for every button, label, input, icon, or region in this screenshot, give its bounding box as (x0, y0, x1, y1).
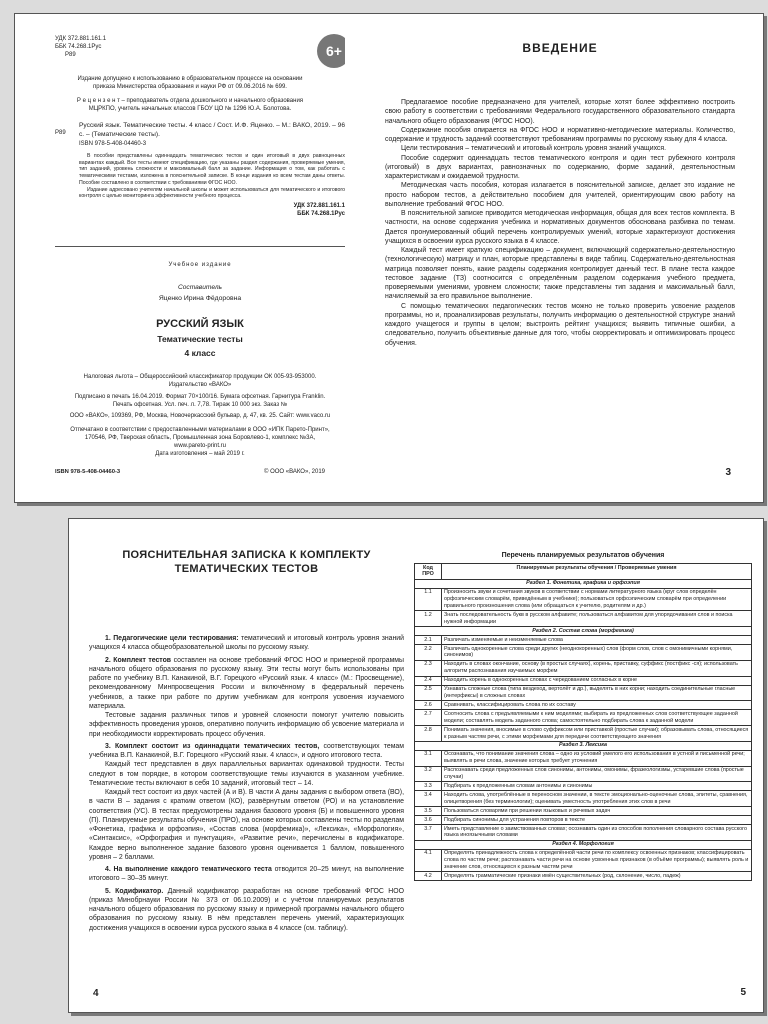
section-lead: 4. На выполнение каждого тематического теста (105, 866, 272, 873)
reviewer-note: Р е ц е н з е н т – преподаватель отдела дошкольного и начального образования МЦРКПО, учитель начальных классов ГБОУ ЦО № 1296 Ю.А. Болотова. (76, 98, 304, 112)
page-heading (89, 549, 404, 577)
column-header-code: Код ПРО (415, 564, 442, 580)
publisher-info: ООО «ВАКО», 109369, РФ, Москва, Новочеркасский бульвар, д. 47, кв. 25. Сайт: www.vaco.ru (69, 413, 331, 419)
result-code: 2.6 (415, 701, 442, 710)
isbn-line: ISBN 978-5-408-04460-3 (79, 141, 147, 148)
table-body (415, 579, 752, 881)
section-title: Раздел 3. Лексика (415, 741, 752, 750)
result-description: Соотносить слова с предъявляемыми к ним моделями; выбирать из предложенных слов соответствующее заданной модели; составлять модель заданного слова; самостоятельно подбирать слова к заданной модели (442, 710, 752, 726)
results-table-page (414, 519, 752, 1012)
author-mark: Р89 (65, 51, 76, 58)
result-code: 4.1 (415, 849, 442, 872)
table-row (415, 611, 752, 627)
section-paragraph (89, 656, 404, 712)
intro-text (385, 98, 735, 348)
result-code: 3.4 (415, 791, 442, 807)
result-description: Определять грамматические признаки имён существительных (род, склонение, число, падеж) (442, 872, 752, 881)
table-row (415, 645, 752, 661)
table-row (415, 726, 752, 742)
results-table (414, 563, 752, 881)
table-row (415, 791, 752, 807)
spread-pages-2-3 (14, 13, 764, 503)
table-row (415, 710, 752, 726)
result-code: 2.5 (415, 685, 442, 701)
table-row (415, 685, 752, 701)
section-paragraph (89, 634, 404, 653)
result-code: 3.6 (415, 816, 442, 825)
result-description: Произносить звуки и сочетания звуков в соответствии с нормами литературного языка (круг слов определён орфоэпическим словарём, приведённым в учебнике); пользоваться орфоэпическим словарём при определении правильного произношения слова (или обращаться к учителю, родителям и др.) (442, 588, 752, 611)
section-title: Раздел 4. Морфология (415, 840, 752, 849)
result-description: Осознавать, что понимание значения слова – одно из условий умелого его использования в устной и письменной речи; выявлять в речи слова, значение которых требует уточнения (442, 750, 752, 766)
author-mark-inline: Р89 (55, 130, 66, 136)
result-description: Знать последовательность букв в русском алфавите; пользоваться алфавитом для упорядочивания слов и поиска нужной информации (442, 611, 752, 627)
result-code: 3.5 (415, 807, 442, 816)
footer-isbn: ISBN 978-5-408-04460-3 (55, 469, 121, 475)
edition-type: Учебное издание (168, 262, 232, 268)
printer-info: Отпечатано в соответствии с предоставленными материалами в ООО «ИПК Парето-Принт», 170546, РФ, Тверская область, Промышленная зона Боровлево-1, комплекс №3А, www.pareto-print.ru (70, 427, 330, 449)
paragraph: Содержание пособия опирается на ФГОС НОО и нормативно-методические материалы. Количество, содержание и трудность заданий соответствуют требованиям программы по русскому языку для 4 класса. (385, 126, 735, 143)
imprint-page (55, 14, 345, 502)
section-text: составлен на основе требований ФГОС НОО и примерной программы начального общего образования по русскому языку. Эти тесты могут быть использованы при работе по учебнику В.П. Канакиной, В.Г. Горецкого «Русский язык. 4 класс» (М.: Просвещение), рекомендованному Минпросвещения России и включённому в федеральный перечень учебников, а также при работе по другим учебникам для контроля усвоения изучаемого материала. (89, 656, 404, 710)
footer-copyright: © ООО «ВАКО», 2019 (263, 469, 325, 475)
result-description: Понимать значения, вносимые в слово суффиксом или приставкой (простые случаи); образовывать слова, относящиеся к разным частям речи, с этими морфемами для передачи соответствующего значения (442, 726, 752, 742)
section-text: Тестовые задания различных типов и уровней сложности помогут учителю повысить эффективность проведения уроков, оперативно получить информацию об усвоение материала и при необходимости корректировать процесс обучения. (89, 712, 404, 738)
paragraph: С помощью тематических педагогических тестов можно не только проверить усвоение разделов программы, но и, проанализировав результаты, получить информацию о деятельностной структуре знаний каждого учащегося и группы в целом; выстроить рейтинг учащихся; выявить типичные ошибки, а следовательно, получить объективные данные для того, чтобы скорректировать и оптимизировать процесс обучения. (385, 302, 735, 347)
section-title: Раздел 2. Состав слова (морфемика) (415, 627, 752, 636)
spread-pages-4-5 (68, 518, 764, 1013)
result-code: 4.2 (415, 872, 442, 881)
result-description: Сравнивать, классифицировать слова по их составу (442, 701, 752, 710)
result-description: Пользоваться словарями при решении языковых и речевых задач (442, 807, 752, 816)
bbk-code: ББК 74.268.1Рус (55, 43, 102, 50)
result-code: 3.2 (415, 766, 442, 782)
table-row (415, 872, 752, 881)
result-code: 2.1 (415, 636, 442, 645)
table-row (415, 701, 752, 710)
section-row (415, 627, 752, 636)
section-text: Каждый тест представлен в двух параллельных вариантах одинаковой трудности. Тесты следуют в том порядке, в котором соответствующие темы изучаются в указанном учебнике. Тематические тесты включают в себя 10 заданий, итоговый тест – 14. (89, 761, 404, 787)
result-description: Узнавать сложные слова (типа вездеход, вертолёт и др.), выделять в них корни; находить соединительные гласные (интерфиксы) в сложных словах (442, 685, 752, 701)
column-header-description: Планируемые результаты обучения / Проверяемые умения (442, 564, 752, 580)
result-code: 3.3 (415, 782, 442, 791)
table-row (415, 766, 752, 782)
section-paragraph (89, 742, 404, 761)
approval-note: Издание допущено к использованию в образовательном процессе на основании приказа Министерства образования и науки РФ от 09.06.2016 № 699. (77, 76, 303, 90)
explanatory-note-page (89, 519, 404, 1012)
table-row (415, 636, 752, 645)
result-code: 3.1 (415, 750, 442, 766)
paragraph: Пособие содержит одиннадцать тестов тематического контроля и один тест рубежного контроля (итоговый) в двух вариантах, равнозначных по содержанию, форме заданий, деятельностным характеристикам и ожидаемой трудности. (385, 154, 735, 180)
note-text (89, 631, 404, 933)
page-number: 5 (740, 987, 746, 998)
result-code: 3.7 (415, 825, 442, 841)
page-number: 3 (725, 467, 731, 478)
book-title: РУССКИЙ ЯЗЫК (156, 318, 244, 330)
section-paragraph (89, 760, 404, 788)
introduction-page (385, 14, 735, 502)
result-description: Иметь представление о заимствованных словах; осознавать один из способов пополнения словарного состава русского языка иноязычными словами (442, 825, 752, 841)
result-description: Различать однокоренные слова среди других (неоднокоренных) слов (форм слов, слов с омонимичными корнями, синонимов) (442, 645, 752, 661)
paragraph: Методическая часть пособия, которая излагается в пояснительной записке, делает это издание не просто набором тестов, а действительно пособием для учителей, ориентирующим свою работу на выполнение требований ФГОС НОО. (385, 182, 735, 208)
print-info: Подписано в печать 16.04.2019. Формат 70×100/16. Бумага офсетная. Гарнитура Franklin. Печать офсетная. Усл. печ. л. 7,78. Тираж 10 000 экз. Заказ № (74, 394, 326, 408)
citation-text: Русский язык. Тематические тесты. 4 класс / Сост. И.Ф. Яценко. – М.: ВАКО, 2019. – 96 с. – (Тематические тесты). (79, 122, 345, 138)
table-row (415, 660, 752, 676)
bbk-short-line: ББК 74.268.1Рус (297, 210, 345, 217)
classification-codes (55, 36, 345, 59)
udk-short (55, 203, 345, 219)
divider (55, 246, 345, 247)
section-text: соответствующих темам учебника В.П. Канакиной, В.Г. Горецкого «Русский язык. 4 класс», и одного итогового теста. (89, 742, 404, 759)
table-row (415, 849, 752, 872)
section-text: Данный кодификатор разработан на основе требований ФГОС НОО (приказ Минобрнауки России № 373 от 06.10.2009) и с учётом планируемых результатов начального общего образования по русскому языку и примерной программы начального общего образования по русскому языку. В нём представлен перечень умений, характеризующих достижения учащихся в освоении курса русского языка в 4 классе (см. таблицу). (89, 887, 404, 932)
result-description: Подбирать к предложенным словам антонимы и синонимы (442, 782, 752, 791)
section-paragraph (89, 788, 404, 862)
table-row (415, 782, 752, 791)
result-code: 2.3 (415, 660, 442, 676)
page-heading: ВВЕДЕНИЕ (522, 41, 598, 55)
tax-note: Налоговая льгота – Общероссийский классификатор продукции ОК 005-93-953000. Издательство «ВАКО» (83, 374, 317, 388)
result-code: 2.8 (415, 726, 442, 742)
heading-line: ТЕМАТИЧЕСКИХ ТЕСТОВ (174, 562, 319, 575)
table-row (415, 676, 752, 685)
section-paragraph (89, 887, 404, 933)
table-title: Перечень планируемых результатов обучения (501, 552, 665, 559)
heading-line: ПОЯСНИТЕЛЬНАЯ ЗАПИСКА К КОМПЛЕКТУ (122, 549, 371, 561)
compiler-name: Яценко Ирина Фёдоровна (158, 295, 242, 302)
age-rating-badge: 6+ (317, 34, 345, 68)
table-row (415, 825, 752, 841)
section-paragraph (89, 865, 404, 884)
result-code: 1.1 (415, 588, 442, 611)
table-row (415, 588, 752, 611)
result-code: 2.4 (415, 676, 442, 685)
section-text: тематический и итоговый контроль уровня знаний учащихся 4 класса общеобразовательной школы по русскому языку. (89, 635, 404, 652)
book-grade: 4 класс (184, 348, 216, 358)
table-row (415, 750, 752, 766)
section-row (415, 741, 752, 750)
audience-note: Издание адресовано учителям начальной школы и может использоваться для тематического и итогового контроля с целью мониторинга эффективности учебного процесса. (79, 186, 345, 200)
section-row (415, 579, 752, 588)
section-lead: 1. Педагогические цели тестирования: (105, 635, 239, 642)
result-code: 1.2 (415, 611, 442, 627)
table-row (415, 816, 752, 825)
paragraph: Цели тестирования – тематический и итоговый контроль уровня знаний учащихся. (401, 145, 667, 153)
result-description: Находить корень в однокоренных словах с чередованием согласных в корне (442, 676, 752, 685)
paragraph: Предлагаемое пособие предназначено для учителей, которые хотят более эффективно построить свою работу в соответствии с требованиями Федерального государственного образовательного стандарта начального общего образования (ФГОС НОО). (385, 99, 735, 125)
page-number: 4 (93, 988, 99, 999)
result-description: Подбирать синонимы для устранения повторов в тексте (442, 816, 752, 825)
result-description: Находить в словах окончание, основу (в простых случаях), корень, приставку, суффикс (постфикс -ся); использовать алгоритм распознавания изучаемых морфем (442, 660, 752, 676)
book-subtitle: Тематические тесты (157, 334, 243, 344)
citation-block (55, 122, 345, 219)
result-code: 2.7 (415, 710, 442, 726)
table-row (415, 807, 752, 816)
result-description: Находить слова, употреблённые в переносном значении, в тексте эмоционально-оценочные слова, эпитеты, сравнения, олицетворения (без терминологии); оценивать уместность употребления этих слов в речи (442, 791, 752, 807)
section-title: Раздел 1. Фонетика, графика и орфоэпия (415, 579, 752, 588)
paragraph: В пояснительной записке приводится методическая информация, общая для всех тестов комплекта. В частности, на основе содержания учебника и нормативных документов обоснована разбивка по темам. Дается пронумерованный общий перечень контролируемых умений, которые характеризуют достижения учащихся в освоении курса русского языка в 4 классе. (385, 210, 735, 245)
table-header-row (415, 564, 752, 580)
result-description: Определять принадлежность слова к определённой части речи по комплексу освоенных признаков; классифицировать слова по частям речи; распознавать части речи на основе усвоенных признаков (в объёме программы); выявлять роль и значение слов, относящихся к разным частям речи (442, 849, 752, 872)
section-lead: 3. Комплект состоит из одиннадцати тематических тестов, (105, 742, 320, 750)
section-row (415, 840, 752, 849)
udk-short-line: УДК 372.881.161.1 (293, 203, 345, 210)
section-lead: 2. Комплект тестов (105, 656, 172, 664)
result-description: Распознавать среди предложенных слов синонимы, антонимы, омонимы, фразеологизмы, устаревшие слова (простые случаи) (442, 766, 752, 782)
manufacture-date: Дата изготовления – май 2019 г. (155, 451, 245, 457)
annotation: В пособии представлены одиннадцать тематических тестов и один итоговый в двух равноценных вариантах каждый. Все тесты имеют спецификацию, где указаны раздел содержания, проверяемые умения, тип заданий, уровень сложности и максимальный балл за задание. Информация о том, как работать с тематическими тестами, изложена в пояснительной записке. В конце издания ко всем тестам даны ответы. Пособие составлено в соответствии с требованиями ФГОС НОО. (79, 152, 345, 186)
section-lead: 5. Кодификатор. (105, 887, 164, 895)
udk-code: УДК 372.881.161.1 (55, 36, 107, 42)
compiler-label: Составитель (177, 284, 223, 291)
section-text: отводится 20–25 минут, на выполнение итогового – 30–35 минут. (89, 866, 404, 883)
result-description: Различать изменяемые и неизменяемые слова (442, 636, 752, 645)
section-paragraph (89, 711, 404, 739)
result-code: 2.2 (415, 645, 442, 661)
section-text: Каждый тест состоит из двух частей (А и В). В части А даны задания с выбором ответа (ВО), в части В – задания с кратким ответом (КО), развёрнутым ответом (РО) и на установление соответствия (УС). В тестах предусмотрены задания базового уровня (Б) и повышенного уровня (П). Планируемые результаты обучения (ПРО), на основе которых составлены тесты по разделам «Фонетика, графика и орфоэпия», «Состав слова (морфемика)», «Лексика», «Морфология», «Синтаксис», «Орфография и пунктуация», «Развитие речи», перечислены в кодификаторе. Каждое верно выполненное задание базового уровня оценивается 1 баллом, повышенного уровня – 2 баллами. (89, 789, 404, 861)
paragraph: Каждый тест имеет краткую спецификацию – документ, включающий содержательно-деятельностную (технологическую) матрицу и план, которые представлены в виде таблиц. Содержательно-деятельностная матрица позволяет понять, какие разделы содержания контролирует данный тест. В плане теста каждое тестовое задание (ТЗ) соотносится с определённым разделом содержания учебного предмета, проверяемыми умениями, уровнем сложности; также представлены тип задания и максимальный балл, начисляемый за его правильное выполнение. (385, 247, 735, 301)
